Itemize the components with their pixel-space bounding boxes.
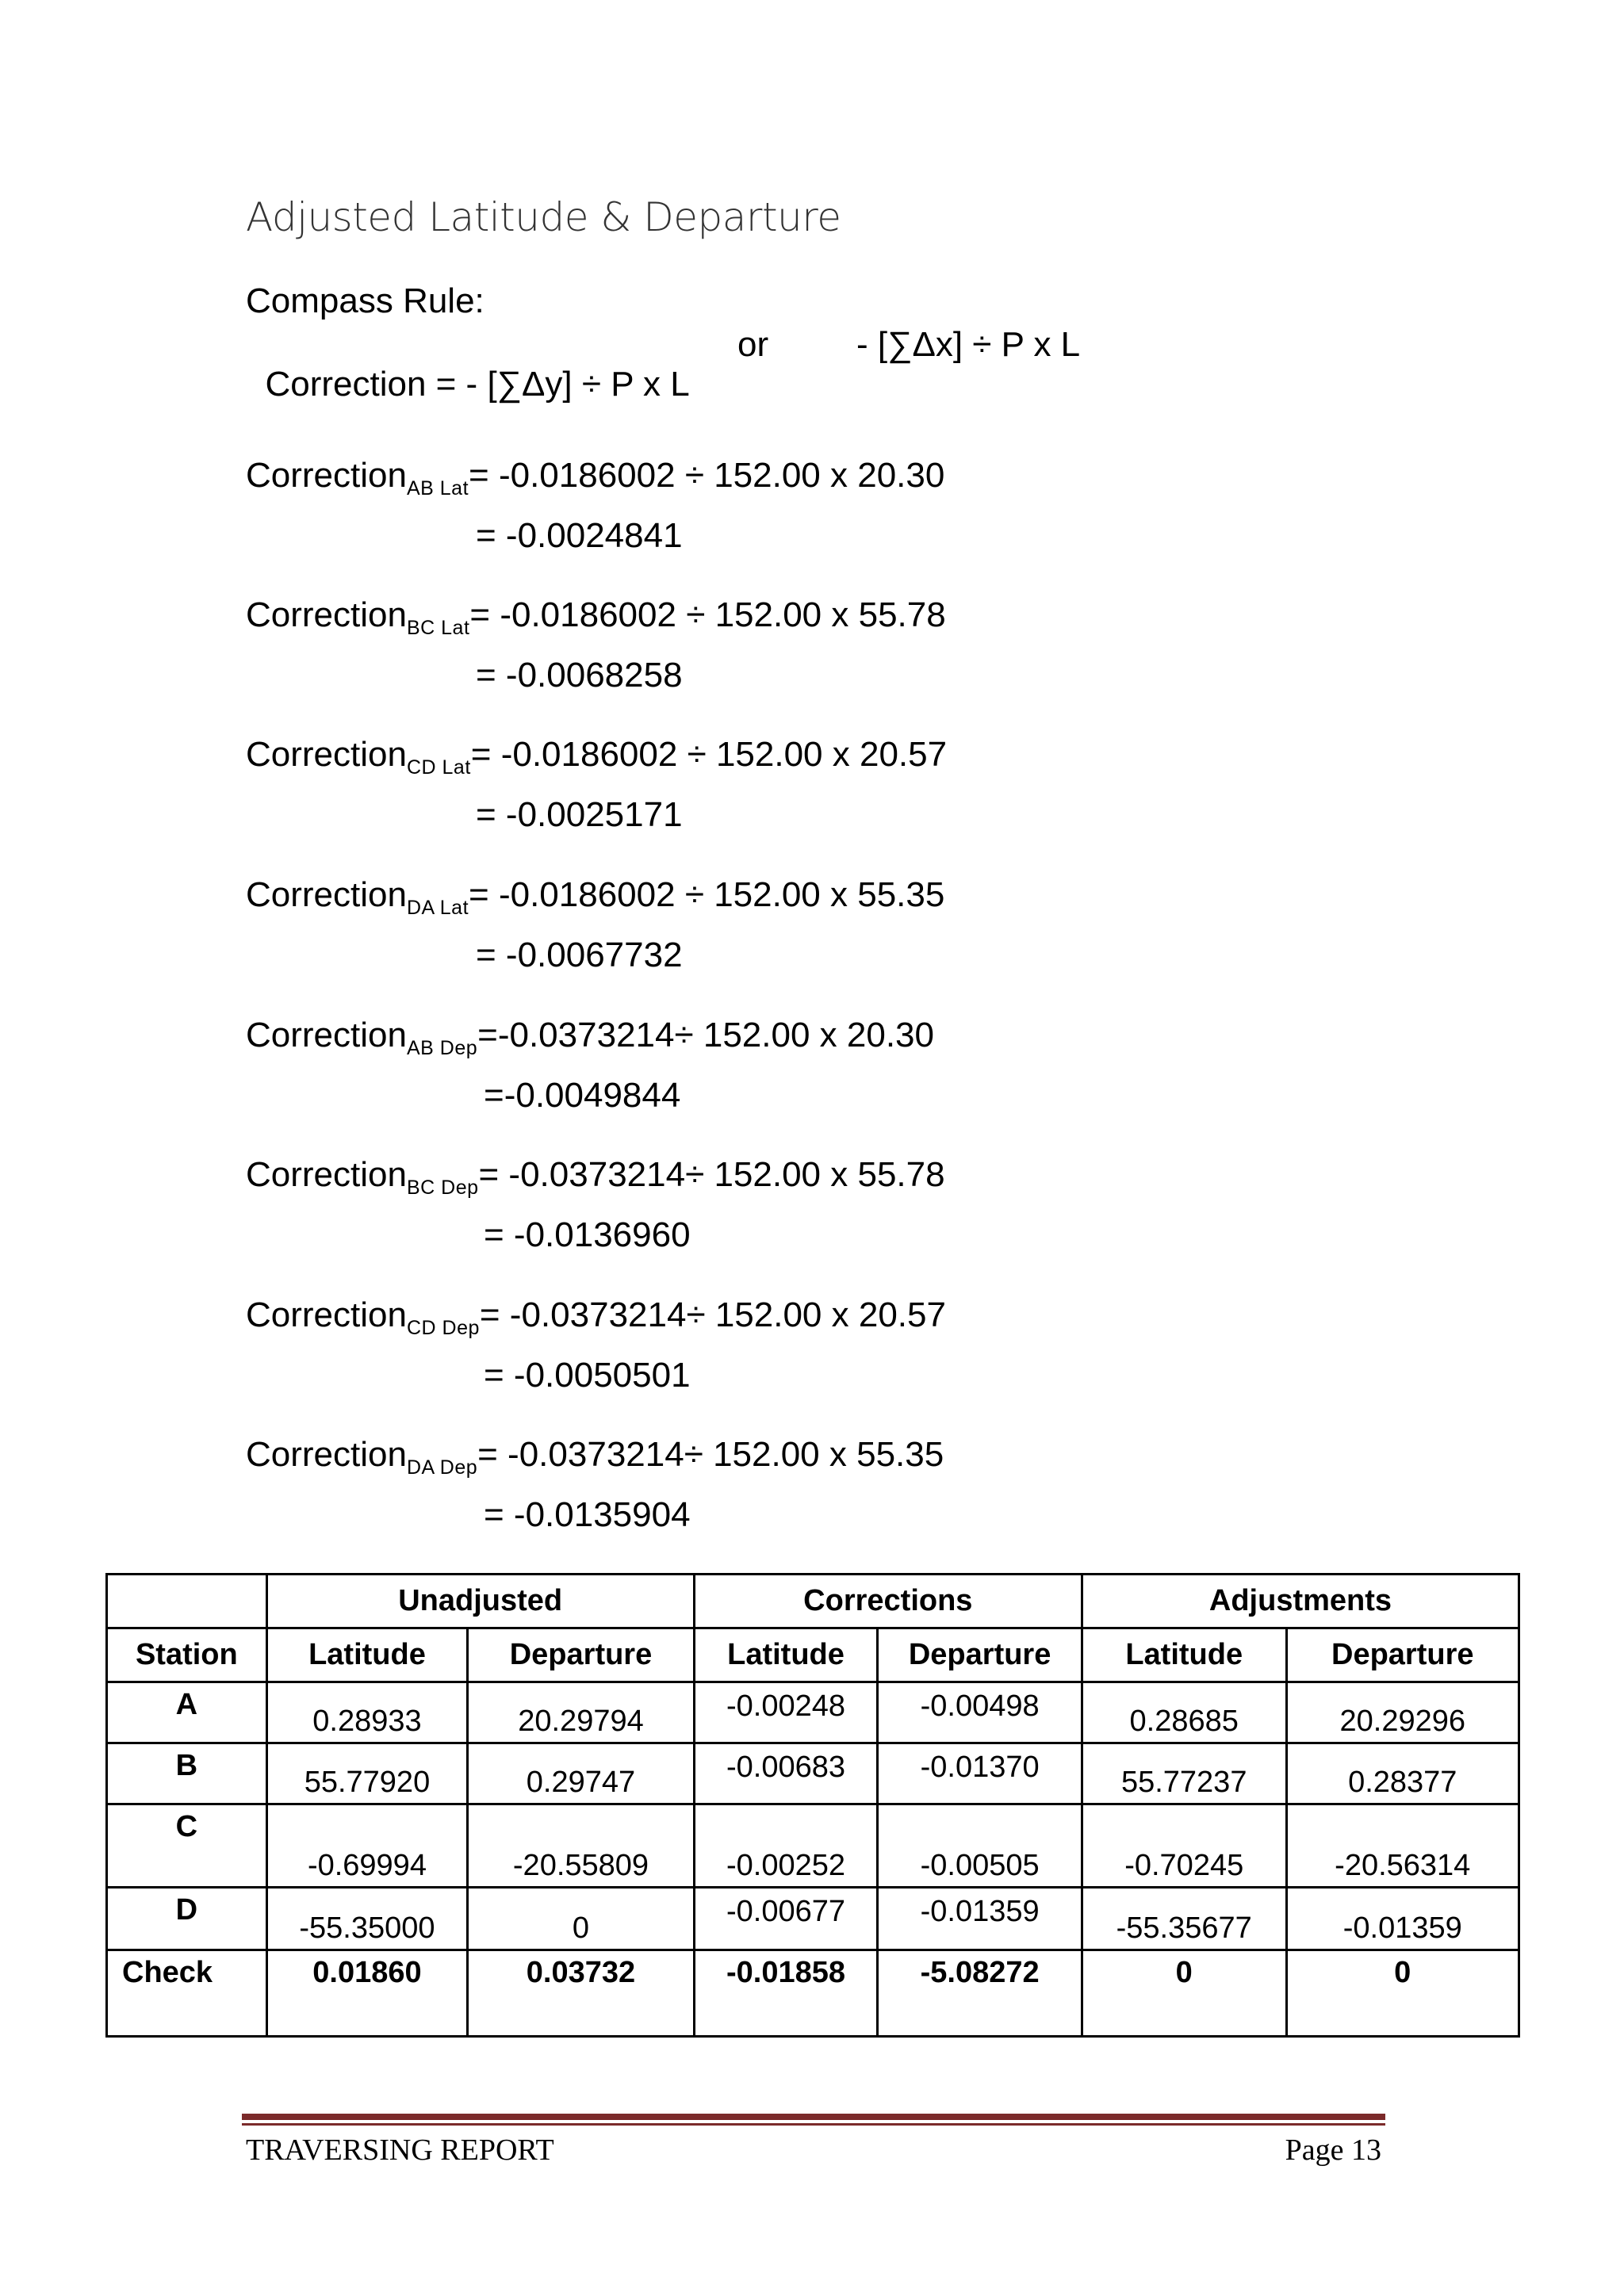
compass-rule-title: Compass Rule: (246, 281, 485, 320)
correction-bc-lat: Correction$_{BC Lat}$= -0.0186002 ÷ 152.00 x 55.78 = -0.0068258 (246, 595, 946, 695)
adj-departure-cell: -20.56314 (1286, 1804, 1519, 1888)
unadj-latitude-cell: -55.35000 (266, 1888, 468, 1950)
footer-page-number: Page 13 (1285, 2133, 1381, 2167)
correction-ab-lat: Correction$_{AB Lat}$= -0.0186002 ÷ 152.00 x 20.30 = -0.0024841 (246, 456, 945, 555)
corr-departure-cell: -0.00505 (878, 1804, 1082, 1888)
station-cell: B (107, 1743, 267, 1804)
unadj-departure-cell: 0 (468, 1888, 694, 1950)
table-row (107, 1888, 1519, 1950)
table-group-header-row (107, 1575, 1519, 1628)
unadj-departure-cell: 20.29794 (468, 1682, 694, 1743)
corr-latitude-cell: -0.00252 (694, 1804, 878, 1888)
check-label-cell: Check (107, 1950, 267, 2037)
unadj-departure-cell: -20.55809 (468, 1804, 694, 1888)
corr-departure-cell: -0.01370 (878, 1743, 1082, 1804)
departure-correction-formula: - [∑Δx] ÷ P x L (856, 325, 1081, 364)
correction-cd-lat: Correction$_{CD Lat}$= -0.0186002 ÷ 152.00 x 20.57 = -0.0025171 (246, 735, 948, 834)
table-row (107, 1804, 1519, 1888)
corr-departure-cell: -0.01359 (878, 1888, 1082, 1950)
group-header-corrections: Corrections (694, 1575, 1082, 1628)
unadj-latitude-cell: 55.77920 (266, 1743, 468, 1804)
check-unadj-departure-cell: 0.03732 (468, 1950, 694, 2037)
footer-report-title: TRAVERSING REPORT (246, 2133, 554, 2167)
column-header-unadj-latitude: Latitude (266, 1628, 468, 1682)
corr-latitude-cell: -0.00683 (694, 1743, 878, 1804)
check-row (107, 1950, 1519, 2037)
adj-latitude-cell: -55.35677 (1082, 1888, 1286, 1950)
latitude-correction-formula: Correction = - [∑Δy] ÷ P x L (265, 365, 690, 404)
corr-latitude-cell: -0.00248 (694, 1682, 878, 1743)
column-header-unadj-departure: Departure (468, 1628, 694, 1682)
check-corr-departure-cell: -5.08272 (878, 1950, 1082, 2037)
column-header-adj-departure: Departure (1286, 1628, 1519, 1682)
adj-departure-cell: 20.29296 (1286, 1682, 1519, 1743)
table-column-header-row (107, 1628, 1519, 1682)
adj-latitude-cell: 0.28685 (1082, 1682, 1286, 1743)
correction-da-lat: Correction$_{DA Lat}$= -0.0186002 ÷ 152.00 x 55.35 = -0.0067732 (246, 875, 945, 974)
footer-divider-thick (242, 2114, 1385, 2120)
column-header-adj-latitude: Latitude (1082, 1628, 1286, 1682)
adjustment-table (105, 1573, 1520, 2038)
station-cell: C (107, 1804, 267, 1888)
adj-departure-cell: 0.28377 (1286, 1743, 1519, 1804)
table-header-blank (107, 1575, 267, 1628)
adj-latitude-cell: 55.77237 (1082, 1743, 1286, 1804)
check-adj-departure-cell: 0 (1286, 1950, 1519, 2037)
corr-departure-cell: -0.00498 (878, 1682, 1082, 1743)
station-cell: D (107, 1888, 267, 1950)
correction-da-dep: Correction$_{DA Dep}$= -0.0373214÷ 152.00 x 55.35 = -0.0135904 (246, 1435, 944, 1534)
correction-cd-dep: Correction$_{CD Dep}$= -0.0373214÷ 152.00 x 20.57 = -0.0050501 (246, 1295, 946, 1395)
formula-or: or (737, 325, 769, 364)
check-adj-latitude-cell: 0 (1082, 1950, 1286, 2037)
check-unadj-latitude-cell: 0.01860 (266, 1950, 468, 2037)
footer-divider-thin (242, 2123, 1385, 2126)
table-row (107, 1682, 1519, 1743)
unadj-departure-cell: 0.29747 (468, 1743, 694, 1804)
group-header-adjustments: Adjustments (1082, 1575, 1519, 1628)
correction-bc-dep: Correction$_{BC Dep}$= -0.0373214÷ 152.00 x 55.78 = -0.0136960 (246, 1155, 945, 1254)
unadj-latitude-cell: 0.28933 (266, 1682, 468, 1743)
unadj-latitude-cell: -0.69994 (266, 1804, 468, 1888)
check-corr-latitude-cell: -0.01858 (694, 1950, 878, 2037)
adj-latitude-cell: -0.70245 (1082, 1804, 1286, 1888)
page-heading: Adjusted Latitude & Departure (246, 194, 841, 240)
station-cell: A (107, 1682, 267, 1743)
corr-latitude-cell: -0.00677 (694, 1888, 878, 1950)
table-row (107, 1743, 1519, 1804)
column-header-corr-latitude: Latitude (694, 1628, 878, 1682)
column-header-corr-departure: Departure (878, 1628, 1082, 1682)
adj-departure-cell: -0.01359 (1286, 1888, 1519, 1950)
column-header-station: Station (107, 1628, 267, 1682)
group-header-unadjusted: Unadjusted (266, 1575, 694, 1628)
correction-ab-dep: Correction$_{AB Dep}$=-0.0373214÷ 152.00 x 20.30 =-0.0049844 (246, 1016, 934, 1115)
